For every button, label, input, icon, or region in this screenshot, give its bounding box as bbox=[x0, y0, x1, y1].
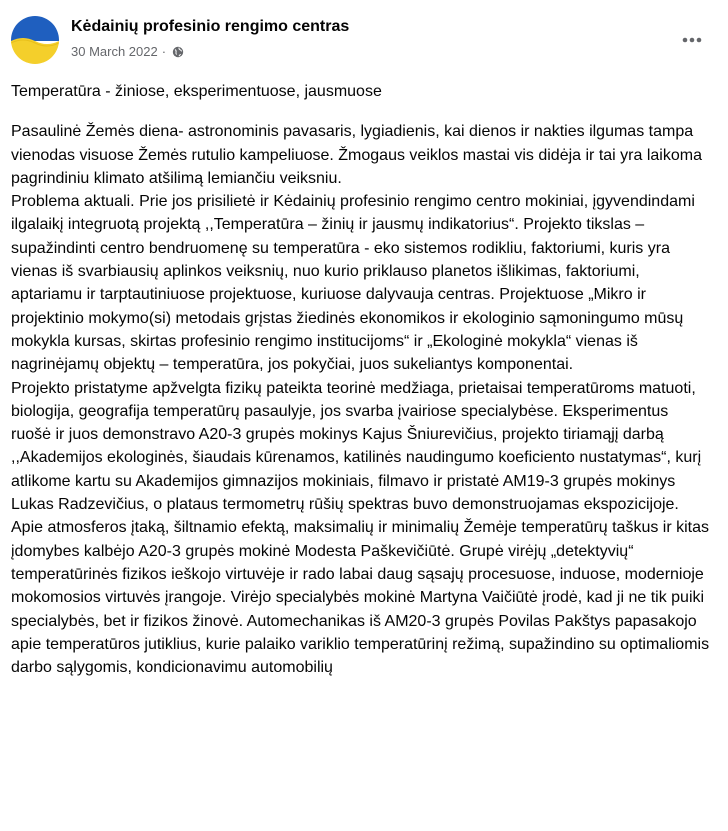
post-date-link[interactable]: 30 March 2022 bbox=[71, 44, 158, 59]
globe-icon[interactable] bbox=[172, 46, 184, 58]
ukraine-flag-avatar-image bbox=[11, 16, 59, 64]
post-header bbox=[0, 0, 728, 76]
post-paragraph: Projekto pristatyme apžvelgta fizikų pateikta teorinė medžiaga, prietaisai temperatūroms matuoti, biologija, geografija temperatūrų pasaulyje, jos svarba įvairiose specialybėse. Eksperimentus ruošė ir juos demonstravo A20-3 grupės mokinys Kajus Šniurevičius, projekto tiriamąjį darbą ,,Akademijos ekologinės, šiaudais kūrenamos, katilinės naudingumo koeficiento nustatymas“, kurį atlikome kartu su Akademijos gimnazijos mokiniais, filmavo ir pristatė AM19-3 grupės mokinys Lukas Radzevičius, o plataus termometrų rūšių spektras buvo demonstruojamas ekspozicijoje. bbox=[11, 379, 702, 514]
page-name-link[interactable]: Kėdainių profesinio rengimo centras bbox=[71, 18, 350, 35]
page-avatar[interactable] bbox=[11, 16, 59, 64]
post-title: Temperatūra - žiniose, eksperimentuose, jausmuose bbox=[11, 83, 382, 100]
post-paragraph: Apie atmosferos įtaką, šiltnamio efektą, maksimalių ir minimalių Žemėje temperatūrų taškus ir kitas įdomybes kalbėjo A20-3 grupės mokinė Modesta Paškevičiūtė. Grupė virėjų „detektyvių“ temperatūrinės fizikos ieškojo virtuvėje ir rado labai daug sąsajų procesuose, induose, modernioje mokomosios virtuvės įrangoje. Virėjo specialybės mokinė Martyna Vaičiūtė įrodė, kad ji ne tik puiki specialybės, bet ir fizikos žinovė. Automechanikas iš AM20-3 grupės Povilas Pakštys papasakojo apie temperatūros jutiklius, kurie palaiko variklio temperatūrinį režimą, supažindino su optimaliomis darbo sąlygomis, kondicionavimu automobilių bbox=[11, 519, 710, 677]
more-options-button[interactable] bbox=[674, 22, 710, 58]
more-horizontal-icon bbox=[682, 37, 702, 43]
post-paragraph: Pasaulinė Žemės diena- astronominis pavasaris, lygiadienis, kai dienos ir nakties ilgumas tampa vienodas visuose Žemės rutulio kampeliuose. Žmogaus veiklos mastai vis didėja ir tai yra laikoma pagrindiniu klimato atšilimą lemiančiu veiksniu. bbox=[11, 123, 702, 187]
meta-separator: · bbox=[161, 44, 167, 59]
post-paragraph: Problema aktuali. Prie jos prisilietė ir Kėdainių profesinio rengimo centro mokiniai, įgyvendindami ilgalaikį integruotą projektą ,,Temperatūra – žinių ir jausmų indikatorius“. Projekto tikslas – supažindinti centro bendruomenę su temperatūra - eko sistemos rodikliu, faktoriumi, kuris yra vienas iš svarbiausių aplinkos veiksnių, nuo kurio priklauso planetos išlikimas, faktoriumi, aptariamu ir tarptautiniuose projektuose, kuriuose dalyvauja centras. Projektuose „Mikro ir projektinio mokymo(si) metodais grįstas žiedinės ekonomikos ir ekologinio sąmoningumo mūsų mokykla kursas, skirtas profesinio rengimo institucijoms“ ir „Ekologinė mokykla“ vienas iš nagrinėjamų objektų – temperatūra, jos pokyčiai, juos sukeliantys komponentai. bbox=[11, 193, 695, 374]
post-text bbox=[11, 80, 711, 679]
post-meta bbox=[71, 44, 184, 59]
